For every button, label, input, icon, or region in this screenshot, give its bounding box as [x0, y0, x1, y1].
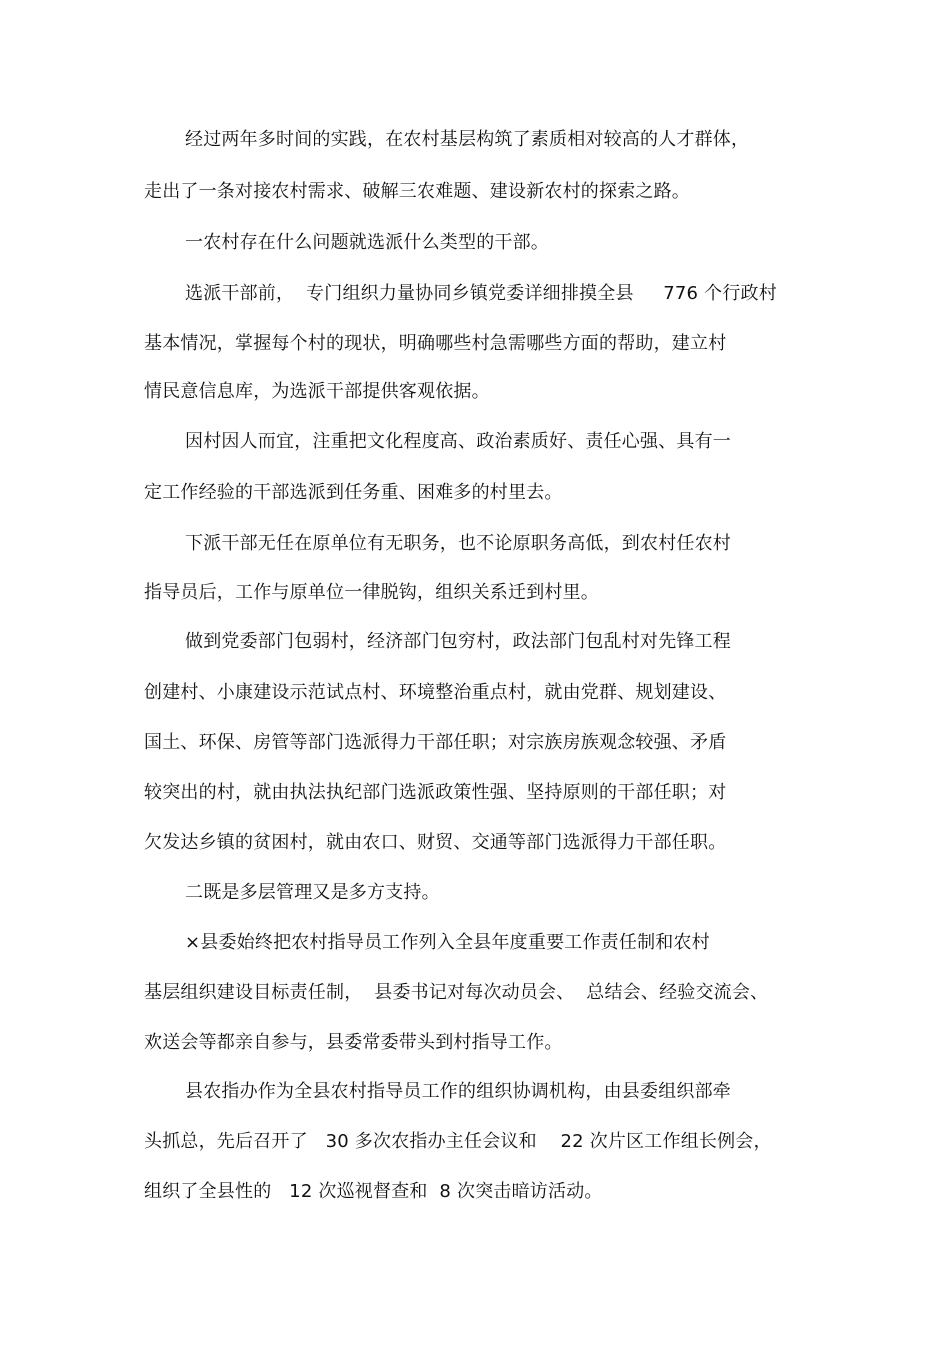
- text-line-21: 头抓总，先后召开了 30 多次农指办主任会议和 22 次片区工作组长例会，: [144, 1131, 772, 1152]
- text-line-18: 基层组织建设目标责任制， 县委书记对每次动员会、 总结会、经验交流会、: [144, 982, 769, 1003]
- text-line-17: ×县委始终把农村指导员工作列入全县年度重要工作责任制和农村: [185, 932, 710, 953]
- text-line-19: 欢送会等都亲自参与，县委常委带头到村指导工作。: [144, 1032, 563, 1053]
- text-line-9: 下派干部无任在原单位有无职务，也不论原职务高低，到农村任农村: [185, 533, 731, 554]
- text-line-6: 情民意信息库，为选派干部提供客观依据。: [144, 381, 490, 402]
- text-line-16: 二既是多层管理又是多方支持。: [185, 882, 440, 903]
- text-line-22: 组织了全县性的 12 次巡视督查和 8 次突击暗访活动。: [144, 1181, 603, 1202]
- text-line-1: 经过两年多时间的实践，在农村基层构筑了素质相对较高的人才群体，: [185, 129, 750, 150]
- text-line-5: 基本情况，掌握每个村的现状，明确哪些村急需哪些方面的帮助，建立村: [144, 333, 727, 354]
- text-line-14: 较突出的村，就由执法执纪部门选派政策性强、坚持原则的干部任职；对: [144, 782, 727, 803]
- text-line-11: 做到党委部门包弱村，经济部门包穷村，政法部门包乱村对先锋工程: [185, 631, 731, 652]
- text-line-3: 一农村存在什么问题就选派什么类型的干部。: [185, 232, 549, 253]
- text-line-13: 国土、环保、房管等部门选派得力干部任职；对宗族房族观念较强、矛盾: [144, 732, 727, 753]
- text-line-12: 创建村、小康建设示范试点村、环境整治重点村，就由党群、规划建设、: [144, 682, 727, 703]
- text-line-4: 选派干部前， 专门组织力量协同乡镇党委详细排摸全县 776 个行政村: [185, 283, 777, 304]
- text-line-8: 定工作经验的干部选派到任务重、困难多的村里去。: [144, 482, 563, 503]
- text-line-15: 欠发达乡镇的贫困村，就由农口、财贸、交通等部门选派得力干部任职。: [144, 832, 727, 853]
- text-line-10: 指导员后，工作与原单位一律脱钩，组织关系迁到村里。: [144, 582, 599, 603]
- text-line-2: 走出了一条对接农村需求、破解三农难题、建设新农村的探索之路。: [144, 181, 690, 202]
- text-line-7: 因村因人而宜，注重把文化程度高、政治素质好、责任心强、具有一: [185, 431, 731, 452]
- text-line-20: 县农指办作为全县农村指导员工作的组织协调机构，由县委组织部牵: [185, 1081, 731, 1102]
